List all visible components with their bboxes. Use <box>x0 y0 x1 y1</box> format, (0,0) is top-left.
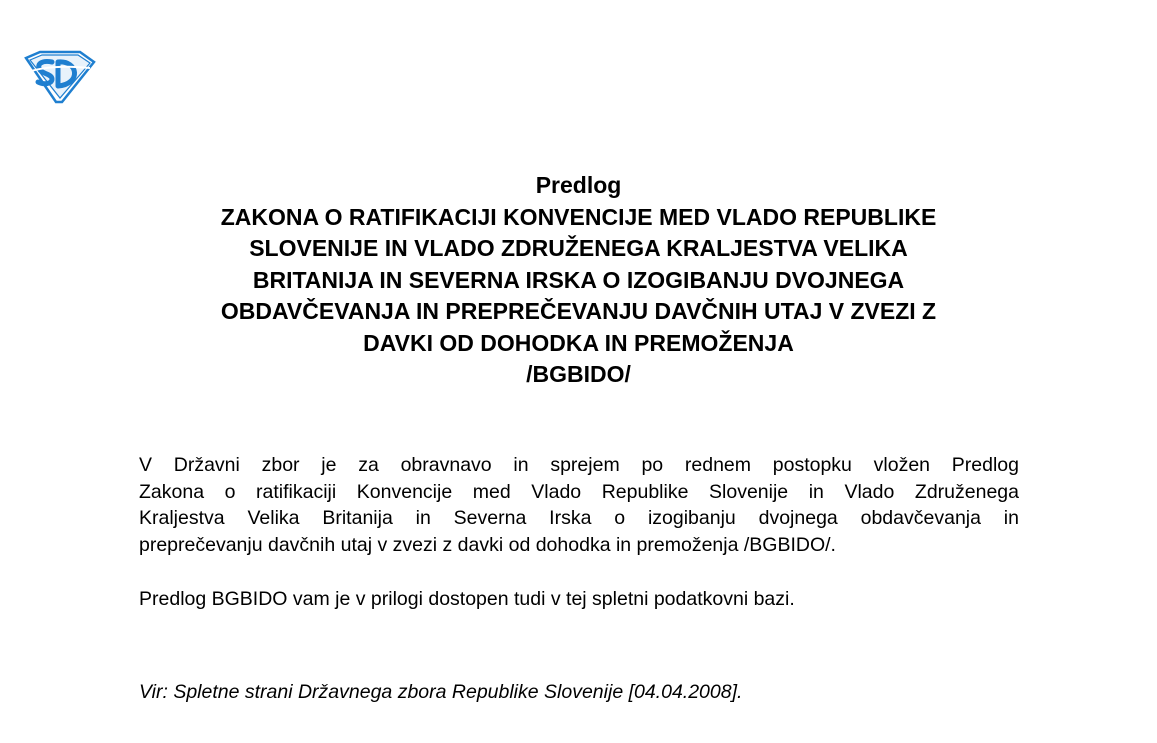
intro-paragraph <box>139 452 1019 558</box>
source-citation: Vir: Spletne strani Državnega zbora Republike Slovenije [04.04.2008]. <box>139 681 743 703</box>
title-line: BRITANIJA IN SEVERNA IRSKA O IZOGIBANJU DVOJNEGA <box>252 266 905 293</box>
sd-logo <box>22 48 96 104</box>
title-predlog: Predlog <box>535 172 622 198</box>
title-line: ZAKONA O RATIFIKACIJI KONVENCIJE MED VLADO REPUBLIKE <box>220 203 937 230</box>
availability-paragraph: Predlog BGBIDO vam je v prilogi dostopen tudi v tej spletni podatkovni bazi. <box>139 588 795 610</box>
paragraph-line: Kraljestva Velika Britanija in Severna Irska o izogibanju dvojnega obdavčevanja in <box>139 507 1019 529</box>
paragraph-line: V Državni zbor je za obravnavo in sprejem po rednem postopku vložen Predlog <box>139 454 1019 476</box>
title-abbreviation: /BGBIDO/ <box>526 361 631 387</box>
title-line: SLOVENIJE IN VLADO ZDRUŽENEGA KRALJESTVA VELIKA <box>249 235 908 261</box>
sd-shield-icon <box>22 48 96 104</box>
title-line: OBDAVČEVANJA IN PREPREČEVANJU DAVČNIH UTAJ V ZVEZI Z <box>220 298 937 324</box>
title-line: DAVKI OD DOHODKA IN PREMOŽENJA <box>363 329 794 356</box>
document-title <box>120 170 1037 391</box>
paragraph-line: Zakona o ratifikaciji Konvencije med Vlado Republike Slovenije in Vlado Združenega <box>139 480 1019 503</box>
paragraph-line: preprečevanju davčnih utaj v zvezi z davki od dohodka in premoženja /BGBIDO/. <box>139 533 836 556</box>
